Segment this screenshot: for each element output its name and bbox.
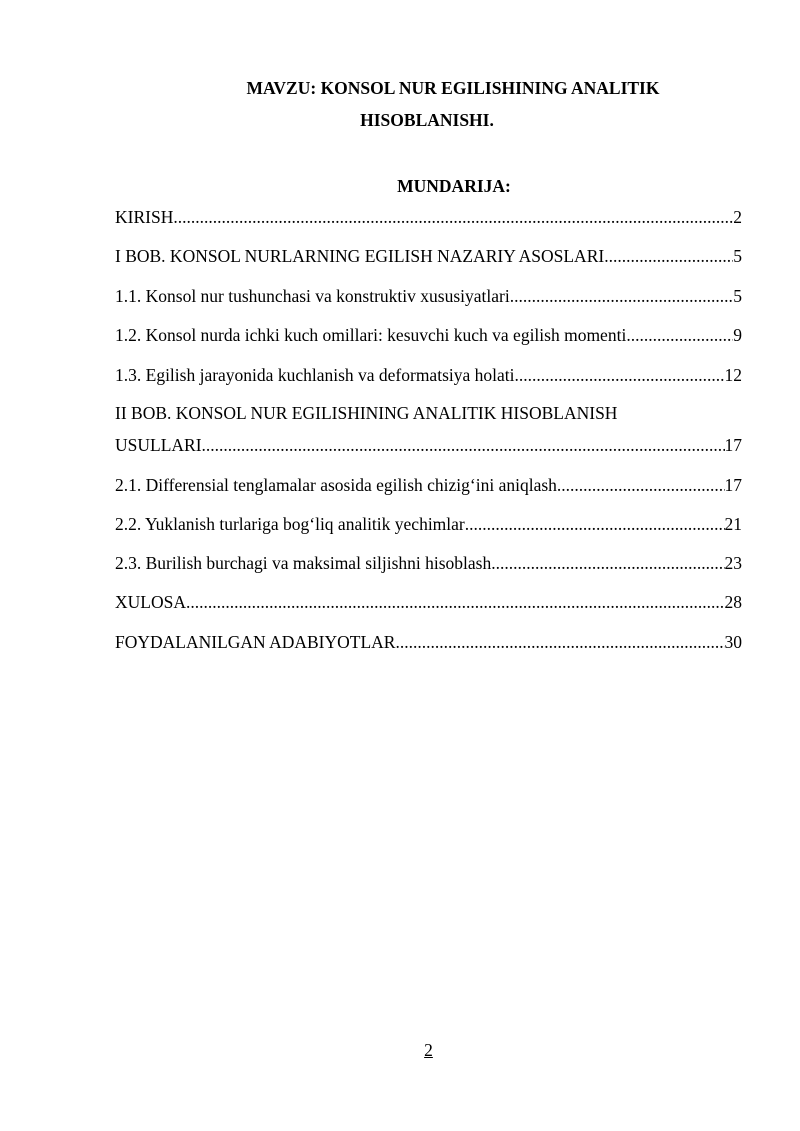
toc-entry-label: XULOSA: [115, 592, 186, 612]
toc-entry-chapter-2-line1[interactable]: II BOB. KONSOL NUR EGILISHINING ANALITIK HISOBLANISH: [115, 403, 618, 423]
dot-leader: [626, 324, 733, 346]
toc-entry-page: 28: [724, 592, 742, 612]
toc-entry-section-1-2[interactable]: [115, 324, 742, 346]
dot-leader: [557, 474, 725, 496]
dot-leader: [514, 364, 724, 386]
toc-entry-label: 1.3. Egilish jarayonida kuchlanish va deformatsiya holati: [115, 365, 515, 385]
dot-leader: [465, 513, 725, 535]
toc-entry-references[interactable]: [115, 631, 742, 653]
dot-leader: [491, 552, 724, 574]
toc-entry-page: 5: [733, 286, 742, 306]
dot-leader: [395, 631, 724, 653]
dot-leader: [202, 434, 725, 456]
toc-entry-page: 12: [724, 365, 742, 385]
toc-entry-label: KIRISH: [115, 207, 174, 227]
toc-entry-page: 17: [724, 435, 742, 455]
toc-entry-xulosa[interactable]: [115, 591, 742, 613]
toc-heading: MUNDARIJA:: [397, 176, 511, 196]
toc-entry-page: 23: [724, 553, 742, 573]
toc-entry-label: I BOB. KONSOL NURLARNING EGILISH NAZARIY ASOSLARI: [115, 246, 605, 266]
toc-entry-page: 5: [733, 246, 742, 266]
toc-entry-label: 1.2. Konsol nurda ichki kuch omillari: kesuvchi kuch va egilish momenti: [115, 325, 627, 345]
document-title-line2: HISOBLANISHI.: [360, 110, 494, 130]
dot-leader: [186, 591, 725, 613]
toc-entry-label: 1.1. Konsol nur tushunchasi va konstruktiv xususiyatlari: [115, 286, 510, 306]
toc-entry-kirish[interactable]: [115, 206, 742, 228]
dot-leader: [604, 245, 733, 267]
dot-leader: [173, 206, 733, 228]
toc-entry-section-1-1[interactable]: [115, 285, 742, 307]
toc-entry-page: 21: [724, 514, 742, 534]
dot-leader: [510, 285, 734, 307]
toc-entry-page: 2: [733, 207, 742, 227]
toc-entry-page: 30: [724, 632, 742, 652]
toc-entry-label: FOYDALANILGAN ADABIYOTLAR: [115, 632, 396, 652]
toc-entry-label: 2.3. Burilish burchagi va maksimal siljishni hisoblash: [115, 553, 492, 573]
toc-entry-section-2-2[interactable]: [115, 513, 742, 535]
toc-entry-page: 17: [724, 475, 742, 495]
toc-entry-label: 2.2. Yuklanish turlariga bog‘liq analitik yechimlar: [115, 514, 465, 534]
toc-entry-chapter-1[interactable]: [115, 245, 742, 267]
toc-entry-chapter-2[interactable]: [115, 434, 742, 456]
toc-entry-section-2-3[interactable]: [115, 552, 742, 574]
toc-entry-section-1-3[interactable]: [115, 364, 742, 386]
toc-entry-page: 9: [733, 325, 742, 345]
toc-entry-section-2-1[interactable]: [115, 474, 742, 496]
page-number: 2: [424, 1040, 433, 1060]
toc-entry-label: USULLARI: [115, 435, 202, 455]
document-title-line1: MAVZU: KONSOL NUR EGILISHINING ANALITIK: [246, 78, 660, 98]
toc-entry-label: 2.1. Differensial tenglamalar asosida egilish chizig‘ini aniqlash: [115, 475, 557, 495]
